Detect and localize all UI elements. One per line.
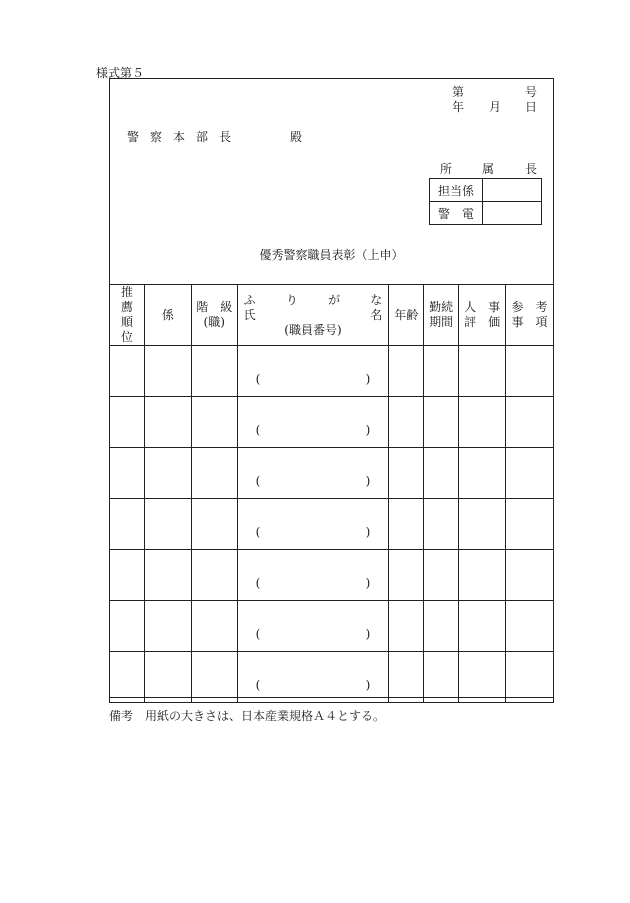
paren-open: ( xyxy=(255,525,261,539)
header-grade-bottom: (職) xyxy=(203,315,225,329)
paren-open: ( xyxy=(255,423,261,437)
table-cell[interactable] xyxy=(389,601,424,652)
table-cell[interactable] xyxy=(389,499,424,550)
table-cell[interactable] xyxy=(424,499,459,550)
header-notes-top: 参 考 xyxy=(511,300,548,314)
date-day-label: 日 xyxy=(525,100,538,114)
table-cell[interactable] xyxy=(459,652,506,703)
table-row xyxy=(110,550,554,601)
table-cell[interactable] xyxy=(459,397,506,448)
header-name-main xyxy=(238,308,389,323)
table-row xyxy=(110,397,554,448)
table-row xyxy=(110,652,554,703)
addressee-char-5: 長 xyxy=(219,130,232,144)
police-phone-field[interactable] xyxy=(483,202,542,225)
table-cell[interactable] xyxy=(144,652,191,703)
table-cell[interactable] xyxy=(459,448,506,499)
name-cell-wrap xyxy=(238,652,389,702)
contact-person-field[interactable] xyxy=(483,179,542,202)
paren-close: ) xyxy=(365,525,371,539)
table-cell[interactable] xyxy=(424,346,459,397)
name-cell[interactable] xyxy=(237,601,389,652)
header-notes xyxy=(506,285,554,346)
name-cell[interactable] xyxy=(237,499,389,550)
furigana-char-2: り xyxy=(285,292,298,307)
header-name-id: (職員番号) xyxy=(284,322,342,337)
paren-open: ( xyxy=(255,474,261,488)
table-cell[interactable] xyxy=(506,652,554,703)
name-cell-wrap xyxy=(238,346,389,396)
nominee-table xyxy=(109,284,554,703)
paren-close: ) xyxy=(365,678,371,692)
police-phone-label: 警 電 xyxy=(430,202,483,225)
table-row xyxy=(110,346,554,397)
paren-open: ( xyxy=(255,576,261,590)
name-cell-wrap xyxy=(238,550,389,600)
name-mei: 名 xyxy=(370,307,383,322)
affiliation-char-2: 属 xyxy=(482,162,495,176)
table-cell[interactable] xyxy=(144,397,191,448)
name-cell-wrap xyxy=(238,499,389,549)
addressee-honorific: 殿 xyxy=(290,130,303,144)
paren-close: ) xyxy=(365,627,371,641)
name-cell[interactable] xyxy=(237,397,389,448)
table-cell[interactable] xyxy=(191,346,237,397)
furigana-char-1: ふ xyxy=(243,292,256,307)
name-cell[interactable] xyxy=(237,550,389,601)
contact-box xyxy=(429,178,542,225)
table-cell[interactable] xyxy=(191,499,237,550)
table-cell[interactable] xyxy=(191,601,237,652)
header-service-bottom: 期間 xyxy=(429,315,454,329)
name-cell-wrap xyxy=(238,397,389,447)
header-notes-bottom: 事 項 xyxy=(511,315,548,329)
paren-open: ( xyxy=(255,372,261,386)
number-suffix: 号 xyxy=(525,85,538,99)
paren-close: ) xyxy=(365,576,371,590)
table-row xyxy=(110,499,554,550)
name-cell-wrap xyxy=(238,448,389,498)
table-cell[interactable] xyxy=(110,397,145,448)
paren-close: ) xyxy=(365,423,371,437)
header-service-top: 勤続 xyxy=(429,300,454,314)
table-cell[interactable] xyxy=(459,499,506,550)
header-service xyxy=(424,285,459,346)
table-cell[interactable] xyxy=(459,601,506,652)
header-age: 年齢 xyxy=(389,285,424,346)
table-cell[interactable] xyxy=(506,499,554,550)
contact-person-label: 担当係 xyxy=(430,179,483,202)
header-grade xyxy=(191,285,237,346)
name-cell[interactable] xyxy=(237,346,389,397)
table-cell[interactable] xyxy=(144,550,191,601)
table-cell[interactable] xyxy=(110,346,145,397)
table-cell[interactable] xyxy=(424,601,459,652)
header-name-furigana xyxy=(238,293,389,308)
furigana-char-3: が xyxy=(328,292,341,307)
table-cell[interactable] xyxy=(144,601,191,652)
paren-open: ( xyxy=(255,678,261,692)
table-cell[interactable] xyxy=(389,397,424,448)
date-month-label: 月 xyxy=(489,100,502,114)
table-cell[interactable] xyxy=(191,550,237,601)
table-cell[interactable] xyxy=(506,550,554,601)
header-evaluation-top: 人 事 xyxy=(464,300,501,314)
header-rank xyxy=(110,285,145,346)
table-cell[interactable] xyxy=(459,346,506,397)
header-rank-label: 推 薦 順 位 xyxy=(120,285,133,344)
name-shi: 氏 xyxy=(243,307,256,322)
number-prefix: 第 xyxy=(452,85,465,99)
table-row xyxy=(110,448,554,499)
table-cell[interactable] xyxy=(110,550,145,601)
table-cell[interactable] xyxy=(459,550,506,601)
table-cell[interactable] xyxy=(144,448,191,499)
name-cell-wrap xyxy=(238,601,389,651)
header-grade-top: 階 級 xyxy=(196,300,233,314)
table-cell[interactable] xyxy=(424,652,459,703)
paren-close: ) xyxy=(365,372,371,386)
table-cell[interactable] xyxy=(389,448,424,499)
paren-open: ( xyxy=(255,627,261,641)
remarks-note: 備考 用紙の大きさは、日本産業規格Ａ４とする。 xyxy=(109,709,386,723)
affiliation-char-1: 所 xyxy=(440,162,453,176)
paren-close: ) xyxy=(365,474,371,488)
table-cell[interactable] xyxy=(424,448,459,499)
table-cell[interactable] xyxy=(110,499,145,550)
header-section: 係 xyxy=(144,285,191,346)
form-number-label: 様式第５ xyxy=(96,66,145,80)
table-row xyxy=(110,601,554,652)
table-cell[interactable] xyxy=(191,397,237,448)
table-cell[interactable] xyxy=(424,397,459,448)
table-cell[interactable] xyxy=(506,346,554,397)
addressee-char-3: 本 xyxy=(173,130,186,144)
table-cell[interactable] xyxy=(389,652,424,703)
table-cell[interactable] xyxy=(110,448,145,499)
table-cell[interactable] xyxy=(506,601,554,652)
table-cell[interactable] xyxy=(144,346,191,397)
table-cell[interactable] xyxy=(506,397,554,448)
addressee-char-1: 警 xyxy=(127,130,140,144)
date-year-label: 年 xyxy=(452,100,465,114)
table-cell[interactable] xyxy=(424,550,459,601)
addressee-char-2: 察 xyxy=(150,130,163,144)
table-cell[interactable] xyxy=(110,601,145,652)
name-cell[interactable] xyxy=(237,652,389,703)
header-name xyxy=(237,285,389,346)
table-cell[interactable] xyxy=(144,499,191,550)
table-cell[interactable] xyxy=(506,448,554,499)
affiliation-char-3: 長 xyxy=(525,162,538,176)
table-cell[interactable] xyxy=(389,550,424,601)
table-cell[interactable] xyxy=(191,652,237,703)
table-cell[interactable] xyxy=(389,346,424,397)
furigana-char-4: な xyxy=(370,292,383,307)
table-cell[interactable] xyxy=(191,448,237,499)
header-evaluation-bottom: 評 価 xyxy=(464,315,501,329)
form-title: 優秀警察職員表彰（上申） xyxy=(259,248,404,262)
header-evaluation xyxy=(459,285,506,346)
addressee-char-4: 部 xyxy=(196,130,209,144)
name-cell[interactable] xyxy=(237,448,389,499)
table-cell[interactable] xyxy=(110,652,145,703)
